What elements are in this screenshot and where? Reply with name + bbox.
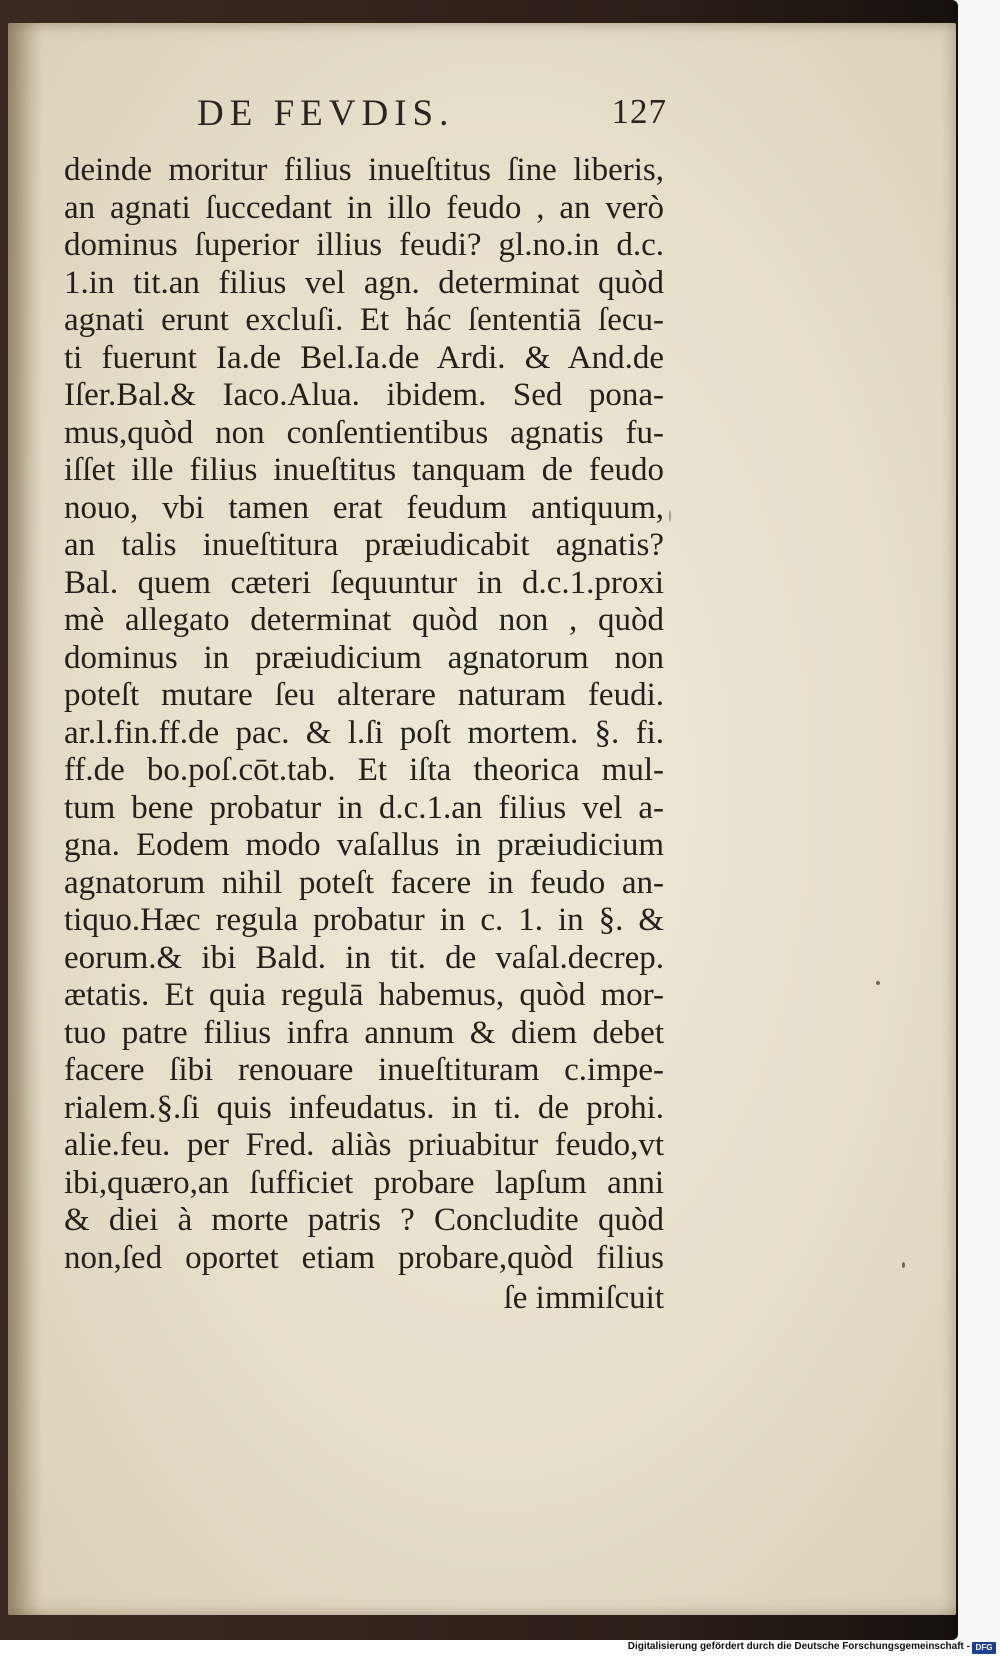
- text-line: agnatorum nihil poteſt facere in feudo an-: [64, 864, 664, 901]
- text-line: tuo patre filius infra annum & diem debet: [64, 1014, 664, 1051]
- text-line: ff.de bo.poſ.cōt.tab. Et iſta theorica mul-: [64, 752, 664, 788]
- catchword: ſe immiſcuit: [503, 1280, 664, 1316]
- text-line: dominus ſuperior illius feudi? gl.no.in d.c.: [64, 227, 664, 263]
- text-line: dominus in præiudicium agnatorum non: [64, 639, 664, 676]
- text-line: an agnati ſuccedant in illo feudo , an verò: [64, 189, 664, 226]
- text-line: poteſt mutare ſeu alterare naturam feudi.: [64, 677, 664, 713]
- funding-credit: Digitalisierung gefördert durch die Deutsche Forschungsgemeinschaft -: [627, 1641, 970, 1652]
- text-line: alie.feu. per Fred. aliàs priuabitur feudo,vt: [64, 1127, 664, 1163]
- text-line: an talis inueſtitura præiudicabit agnatis?: [64, 527, 664, 563]
- text-line: non,ſed oportet etiam probare,quòd filius: [64, 1239, 664, 1276]
- text-line: Iſer.Bal.& Iaco.Alua. ibidem. Sed pona-: [64, 377, 664, 413]
- text-line: ar.l.fin.ff.de pac. & l.ſi poſt mortem. §. fi.: [64, 714, 664, 751]
- dfg-logo: DFG: [972, 1642, 996, 1654]
- text-line: tiquo.Hæc regula probatur in c. 1. in §. &: [64, 902, 664, 938]
- text-line: rialem.§.ſi quis infeudatus. in ti. de prohi.: [64, 1089, 664, 1126]
- text-line: gna. Eodem modo vaſallus in præiudicium: [64, 827, 664, 863]
- digitization-footer: [0, 1640, 1000, 1657]
- gutter-shadow: [8, 23, 42, 1615]
- text-line: agnati erunt excluſi. Et hác ſententiā ſecu-: [64, 302, 664, 338]
- paper-speck: [876, 981, 880, 985]
- paper-speck: [902, 1262, 905, 1268]
- text-line: mus,quòd non conſentientibus agnatis fu-: [64, 414, 664, 451]
- text-line: ti fuerunt Ia.de Bel.Ia.de Ardi. & And.de: [64, 339, 664, 376]
- text-line: deinde moritur filius inueſtitus ſine liberis,: [64, 152, 664, 188]
- paper-speck: [669, 510, 671, 522]
- page-number: 127: [611, 92, 667, 131]
- text-line: 1.in tit.an filius vel agn. determinat quòd: [64, 264, 664, 301]
- text-line: Bal. quem cæteri ſequuntur in d.c.1.proxi: [64, 564, 664, 601]
- text-line: ibi,quæro,an ſufficiet probare lapſum anni: [64, 1164, 664, 1201]
- running-title: DE FEVDIS.: [197, 93, 455, 134]
- text-line: ætatis. Et quia regulā habemus, quòd mor-: [64, 977, 664, 1013]
- text-line: mè allegato determinat quòd non , quòd: [64, 602, 664, 638]
- text-line: nouo, vbi tamen erat feudum antiquum,: [64, 489, 664, 526]
- text-line: iſſet ille filius inueſtitus tanquam de feudo: [64, 452, 664, 488]
- text-line: facere ſibi renouare inueſtituram c.impe-: [64, 1052, 664, 1088]
- text-line: tum bene probatur in d.c.1.an filius vel a-: [64, 789, 664, 826]
- text-line: & diei à morte patris ? Concludite quòd: [64, 1202, 664, 1238]
- page-body-text: [64, 152, 664, 1277]
- running-head: [197, 92, 667, 144]
- text-line: eorum.& ibi Bald. in tit. de vaſal.decrep.: [64, 939, 664, 976]
